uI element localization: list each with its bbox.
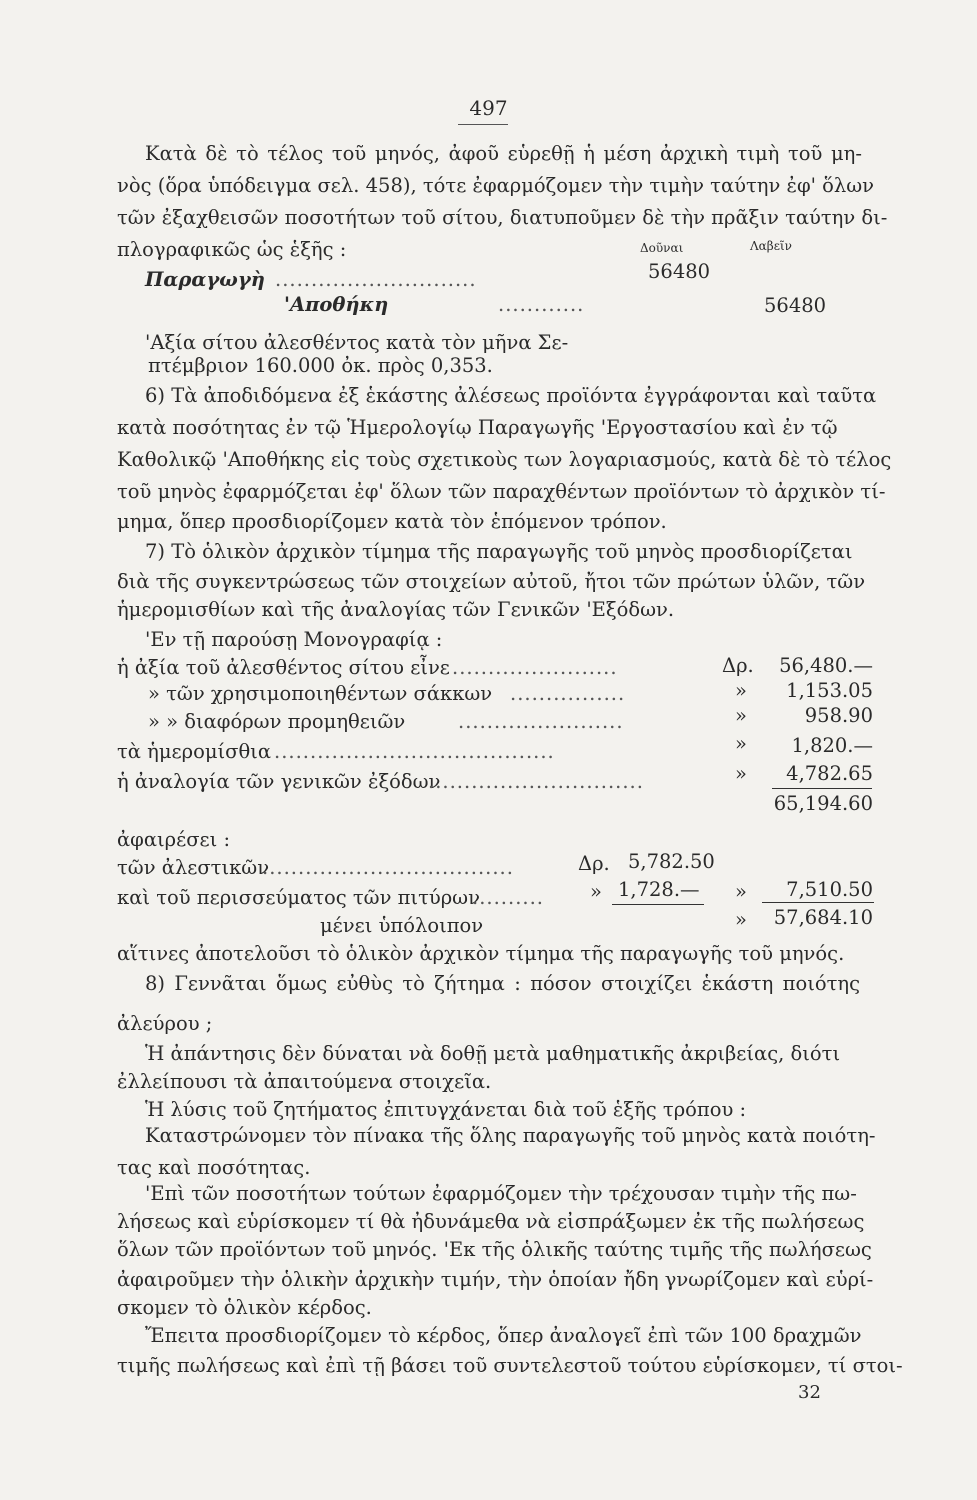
paragraph-line: Ἡ λύσις τοῦ ζητήματος ἐπιτυγχάνεται διὰ τοῦ ἑξῆς τρόπου : <box>145 1098 747 1121</box>
word: τοῦ <box>331 142 367 165</box>
production-dots: ............................ <box>275 268 477 291</box>
cost-row-prefix: Δρ. <box>722 654 754 677</box>
word: 8) <box>145 972 166 995</box>
deduction-amount: 5,782.50 <box>628 850 715 873</box>
word: ὅμως <box>275 972 328 995</box>
word: δὲ <box>205 142 228 165</box>
word: μη- <box>830 142 862 165</box>
word: ποιότης <box>782 972 860 995</box>
word: εὐθὺς <box>336 972 393 995</box>
word: : <box>514 972 521 995</box>
paragraph-line: σκομεν τὸ ὁλικὸν κέρδος. <box>117 1296 372 1319</box>
cost-row-amount: 4,782.65 <box>786 762 873 785</box>
paragraph-line: Καθολικῷ 'Αποθήκης εἰς τοὺς σχετικοὺς των λογαριασμούς, κατὰ δὲ τὸ τέλος <box>117 448 892 471</box>
deduction-label: καὶ τοῦ περισσεύματος τῶν πιτύρων <box>117 886 480 909</box>
cost-row-prefix: » <box>735 704 747 727</box>
cost-row-dots: ....................................... <box>274 740 555 763</box>
cost-row-label: ἡ ἀναλογία τῶν γενικῶν ἐξόδων <box>117 770 441 793</box>
deduction-amount: 1,728.— <box>618 878 700 901</box>
word: ζήτημα <box>434 972 505 995</box>
cost-row-amount: 1,153.05 <box>786 679 873 702</box>
cost-row-prefix: » <box>735 679 747 702</box>
cost-row-amount: 958.90 <box>804 704 873 727</box>
deduction-dots: ................................... <box>262 856 514 879</box>
word: στοιχίζει <box>601 972 693 995</box>
paragraph-line: ἀφαιροῦμεν τὴν ὁλικὴν ἀρχικὴν τιμήν, τὴν ὁποίαν ἤδη γνωρίζομεν καὶ εὑρί- <box>117 1268 874 1291</box>
word: Κατὰ <box>145 142 197 165</box>
deduction-prefix: » <box>590 880 602 903</box>
deduction-prefix: » <box>735 880 747 903</box>
cost-row-dots: .............................. <box>428 770 644 793</box>
paragraph-line: πλογραφικῶς ὡς ἑξῆς : <box>117 238 347 261</box>
word: τέλος <box>267 142 324 165</box>
production-label: Παραγωγὴ <box>145 268 265 291</box>
cost-row-label: τὰ ἡμερομίσθια <box>117 740 272 763</box>
credit-header: Λαβεῖν <box>750 239 792 253</box>
deductions-heading: ἀφαιρέσει : <box>117 828 231 851</box>
paragraph-line: Καταστρώνομεν τὸν πίνακα τῆς ὅλης παραγωγῆς τοῦ μηνὸς κατὰ ποιότη- <box>145 1124 876 1147</box>
word: Γεννᾶται <box>174 972 267 995</box>
debit-header: Δοῦναι <box>640 241 684 255</box>
cost-row-label: » » διαφόρων προμηθειῶν <box>148 710 406 733</box>
paragraph-line: τιμῆς πωλήσεως καὶ ἐπὶ τῇ βάσει τοῦ συντελεστοῦ τούτου εὑρίσκομεν, τί στοι- <box>117 1354 903 1377</box>
deduction-dots: .......... <box>472 886 544 909</box>
cost-row-label: ἡ ἀξία τοῦ ἀλεσθέντος σίτου εἶνε <box>117 656 450 679</box>
word: ἀφοῦ <box>448 142 500 165</box>
paragraph-line <box>145 974 860 994</box>
word: πόσον <box>530 972 592 995</box>
word: τιμὴ <box>736 142 780 165</box>
signature-mark: 32 <box>798 1382 821 1403</box>
remaining-amount: 57,684.10 <box>773 906 873 929</box>
cost-row-label: » τῶν χρησιμοποιηθέντων σάκκων <box>148 682 493 705</box>
warehouse-label: 'Αποθήκη <box>284 293 389 316</box>
word: τὸ <box>236 142 259 165</box>
cost-row-dots: ....................... <box>458 710 624 733</box>
cost-row-prefix: » <box>735 732 747 755</box>
cost-row-amount: 1,820.— <box>791 734 873 757</box>
cost-row-dots: ................ <box>510 682 626 705</box>
warehouse-amount: 56480 <box>764 294 827 317</box>
paragraph-line: τας καὶ ποσότητας. <box>117 1156 311 1179</box>
word: τοῦ <box>787 142 823 165</box>
word: εὑρεθῇ <box>507 142 575 165</box>
word: μηνός, <box>374 142 440 165</box>
paragraph-line: κατὰ ποσότητας ἐν τῷ Ἡμερολογίῳ Παραγωγῆς 'Εργοστασίου καὶ ἐν τῷ <box>117 416 838 439</box>
paragraph-line: 'Επὶ τῶν ποσοτήτων τούτων ἐφαρμόζομεν τὴν τρέχουσαν τιμὴν τῆς πω- <box>145 1182 857 1205</box>
paragraph-line: 6) Τὰ ἀποδιδόμενα ἐξ ἑκάστης ἀλέσεως προϊόντα ἐγγράφονται καὶ ταῦτα <box>145 384 877 407</box>
sum-rule <box>762 902 874 903</box>
paragraph-line: ἡμερομισθίων καὶ τῆς ἀναλογίας τῶν Γενικῶν 'Εξόδων. <box>117 598 675 621</box>
cost-row-dots: ....................... <box>452 656 618 679</box>
deduction-label: τῶν ἀλεστικῶν <box>117 856 270 879</box>
ledger-note: 'Αξία σίτου ἀλεσθέντος κατὰ τὸν μῆνα Σε- <box>145 331 569 354</box>
paragraph-line: νὸς (ὅρα ὑπόδειγμα σελ. 458), τότε ἐφαρμόζομεν τὴν τιμὴν ταύτην ἐφ' ὅλων <box>117 174 875 197</box>
paragraph-line: διὰ τῆς συγκεντρώσεως τῶν στοιχείων αὐτοῦ, ἤτοι τῶν πρώτων ὑλῶν, τῶν <box>117 570 866 593</box>
paragraph-line <box>145 144 862 164</box>
paragraph-line: ὅλων τῶν προϊόντων τοῦ μηνός. 'Εκ τῆς ὁλικῆς ταύτης τιμῆς τῆς πωλήσεως <box>117 1238 872 1261</box>
warehouse-dots: ............ <box>498 293 585 316</box>
paragraph-line: μημα, ὅπερ προσδιορίζομεν κατὰ τὸν ἑπόμενον τρόπον. <box>117 510 667 533</box>
page-number-rule <box>458 124 508 125</box>
cost-row-amount: 56,480.— <box>779 654 873 677</box>
sum-rule <box>772 788 872 789</box>
word: ἑκάστη <box>701 972 774 995</box>
production-amount: 56480 <box>648 260 711 283</box>
deduction-sum: 7,510.50 <box>786 878 873 901</box>
word: ἡ <box>583 142 595 165</box>
paragraph-line: Ἡ ἀπάντησις δὲν δύναται νὰ δοθῇ μετὰ μαθηματικῆς ἀκριβείας, διότι <box>145 1042 841 1065</box>
word: τὸ <box>402 972 425 995</box>
paragraph-line: αἵτινες ἀποτελοῦσι τὸ ὁλικὸν ἀρχικὸν τίμημα τῆς παραγωγῆς τοῦ μηνός. <box>117 942 845 965</box>
paragraph-line: τοῦ μηνὸς ἐφαρμόζεται ἐφ' ὅλων τῶν παραχθέντων προϊόντων τὸ ἀρχικὸν τί- <box>117 480 886 503</box>
paragraph-line: ἀλεύρου ; <box>117 1012 213 1035</box>
paragraph-line: 'Εν τῇ παρούσῃ Μονογραφίᾳ : <box>145 628 443 651</box>
word: μέση <box>603 142 652 165</box>
paragraph-line: Ἔπειτα προσδιορίζομεν τὸ κέρδος, ὅπερ ἀναλογεῖ ἐπὶ τῶν 100 δραχμῶν <box>145 1324 862 1347</box>
word: ἀρχικὴ <box>659 142 728 165</box>
paragraph-line: 7) Τὸ ὁλικὸν ἀρχικὸν τίμημα τῆς παραγωγῆς τοῦ μηνὸς προσδιορίζεται <box>145 540 853 563</box>
remaining-label: μένει ὑπόλοιπον <box>320 914 484 937</box>
remaining-prefix: » <box>735 908 747 931</box>
ledger-note: πτέμβριον 160.000 ὀκ. πρὸς 0,353. <box>148 354 493 377</box>
paragraph-line: λήσεως καὶ εὑρίσκομεν τί θὰ ἠδυνάμεθα νὰ εἰσπράξωμεν ἐκ τῆς πωλήσεως <box>117 1210 865 1233</box>
cost-total: 65,194.60 <box>773 792 873 815</box>
cost-row-prefix: » <box>735 762 747 785</box>
deduction-prefix: Δρ. <box>578 852 610 875</box>
sum-rule <box>612 904 704 905</box>
paragraph-line: τῶν ἐξαχθεισῶν ποσοτήτων τοῦ σίτου, διατυποῦμεν δὲ τὴν πρᾶξιν ταύτην δι- <box>117 206 888 229</box>
paragraph-line: ἐλλείπουσι τὰ ἀπαιτούμενα στοιχεῖα. <box>117 1070 492 1093</box>
page-number: 497 <box>469 96 508 120</box>
